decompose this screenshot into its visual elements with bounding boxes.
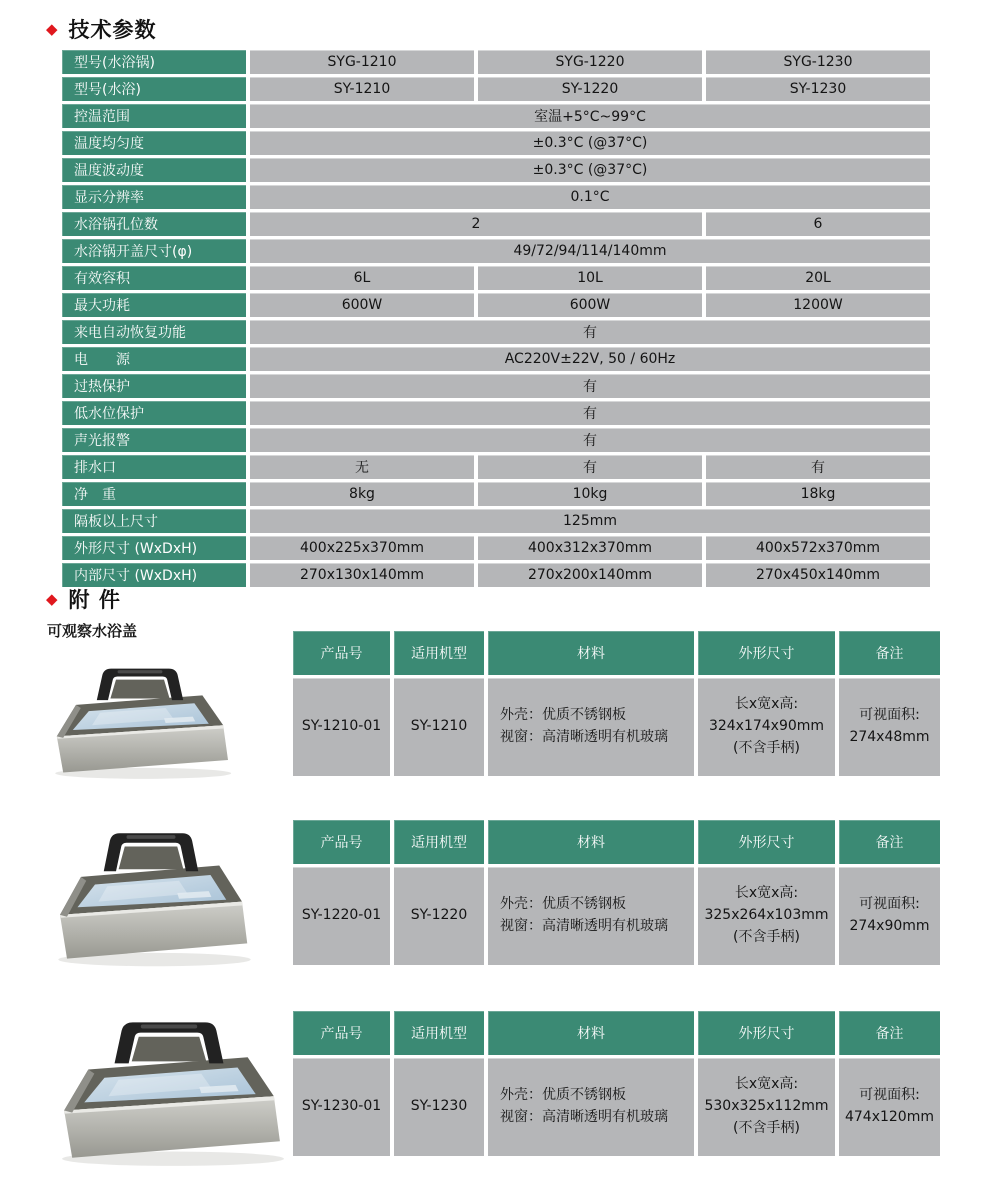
accessory-col-header: 外形尺寸 <box>698 820 835 864</box>
accessory-col-header: 备注 <box>839 1011 940 1055</box>
spec-cell-value: 有 <box>250 320 930 344</box>
spec-cell-value: SY-1210 <box>250 77 474 101</box>
spec-row-label: 低水位保护 <box>62 401 246 425</box>
accessory-col-header: 适用机型 <box>394 1011 484 1055</box>
spec-table-body <box>62 50 930 587</box>
accessory-table-sy-1210-01 <box>289 628 944 779</box>
section-title-specs-text: 技术参数 <box>68 18 157 42</box>
spec-cell-value: SYG-1220 <box>478 50 702 74</box>
spec-row-label: 净 重 <box>62 482 246 506</box>
accessory-header-row <box>293 1011 940 1055</box>
accessory-col-header: 材料 <box>488 631 694 675</box>
spec-cell-value: 10kg <box>478 482 702 506</box>
spec-cell-value: 有 <box>478 455 702 479</box>
spec-cell-value: SY-1230 <box>706 77 930 101</box>
spec-cell-value: 有 <box>250 374 930 398</box>
spec-cell-value: 400x312x370mm <box>478 536 702 560</box>
accessory-data-row <box>293 678 940 776</box>
spec-cell-value: 270x200x140mm <box>478 563 702 587</box>
accessory-col-header: 备注 <box>839 820 940 864</box>
spec-cell-value: 6L <box>250 266 474 290</box>
spec-cell-value: AC220V±22V, 50 / 60Hz <box>250 347 930 371</box>
spec-row-label: 显示分辨率 <box>62 185 246 209</box>
section-title-specs <box>46 14 157 44</box>
accessory-table-sy-1230-01 <box>289 1008 944 1159</box>
spec-row-label: 内部尺寸 (WxDxH) <box>62 563 246 587</box>
spec-cell-value: 600W <box>250 293 474 317</box>
accessory-product-no: SY-1220-01 <box>293 867 390 965</box>
product-photo-sy-1230-01 <box>48 1006 290 1170</box>
accessory-model: SY-1210 <box>394 678 484 776</box>
accessory-table-sy-1220-01 <box>289 817 944 968</box>
spec-row <box>62 320 930 344</box>
section-title-accessories-text: 附 件 <box>68 588 121 612</box>
spec-cell-value: 有 <box>250 428 930 452</box>
spec-row <box>62 50 930 74</box>
spec-row <box>62 158 930 182</box>
spec-cell-value: 400x572x370mm <box>706 536 930 560</box>
spec-row <box>62 509 930 533</box>
accessory-col-header: 适用机型 <box>394 631 484 675</box>
spec-cell-value: 6 <box>706 212 930 236</box>
spec-cell-value: 20L <box>706 266 930 290</box>
spec-cell-value: 270x450x140mm <box>706 563 930 587</box>
accessory-data-row <box>293 1058 940 1156</box>
spec-cell-value: SY-1220 <box>478 77 702 101</box>
spec-cell-value: 0.1°C <box>250 185 930 209</box>
spec-row <box>62 104 930 128</box>
spec-row <box>62 374 930 398</box>
spec-row <box>62 347 930 371</box>
spec-cell-value: 有 <box>250 401 930 425</box>
spec-row-label: 水浴锅开盖尺寸(φ) <box>62 239 246 263</box>
spec-cell-value: 室温+5°C~99°C <box>250 104 930 128</box>
accessory-product-no: SY-1210-01 <box>293 678 390 776</box>
spec-row <box>62 266 930 290</box>
spec-cell-value: 400x225x370mm <box>250 536 474 560</box>
spec-row-label: 水浴锅孔位数 <box>62 212 246 236</box>
spec-row <box>62 185 930 209</box>
spec-cell-value: 10L <box>478 266 702 290</box>
accessory-col-header: 外形尺寸 <box>698 1011 835 1055</box>
spec-row <box>62 536 930 560</box>
spec-row-label: 隔板以上尺寸 <box>62 509 246 533</box>
spec-cell-value: 有 <box>706 455 930 479</box>
accessory-dimensions: 长x宽x高: 325x264x103mm (不含手柄) <box>698 867 835 965</box>
spec-row-label: 最大功耗 <box>62 293 246 317</box>
spec-row <box>62 428 930 452</box>
accessory-col-header: 产品号 <box>293 1011 390 1055</box>
spec-row-label: 型号(水浴锅) <box>62 50 246 74</box>
spec-row <box>62 293 930 317</box>
product-photo-sy-1210-01 <box>44 656 236 782</box>
accessory-dimensions: 长x宽x高: 324x174x90mm (不含手柄) <box>698 678 835 776</box>
spec-cell-value: 270x130x140mm <box>250 563 474 587</box>
spec-cell-value: 49/72/94/114/140mm <box>250 239 930 263</box>
spec-row-label: 排水口 <box>62 455 246 479</box>
spec-row-label: 型号(水浴) <box>62 77 246 101</box>
diamond-bullet-icon: ◆ <box>46 19 59 38</box>
accessory-header-row <box>293 631 940 675</box>
spec-row <box>62 239 930 263</box>
spec-row-label: 声光报警 <box>62 428 246 452</box>
spec-row <box>62 482 930 506</box>
accessory-dimensions: 长x宽x高: 530x325x112mm (不含手柄) <box>698 1058 835 1156</box>
spec-row-label: 外形尺寸 (WxDxH) <box>62 536 246 560</box>
spec-row <box>62 455 930 479</box>
spec-row <box>62 212 930 236</box>
spec-cell-value: 8kg <box>250 482 474 506</box>
accessory-col-header: 产品号 <box>293 820 390 864</box>
spec-cell-value: SYG-1230 <box>706 50 930 74</box>
accessory-col-header: 材料 <box>488 820 694 864</box>
accessory-data-row <box>293 867 940 965</box>
spec-cell-value: 600W <box>478 293 702 317</box>
accessory-col-header: 备注 <box>839 631 940 675</box>
accessory-col-header: 材料 <box>488 1011 694 1055</box>
spec-row <box>62 401 930 425</box>
accessory-col-header: 适用机型 <box>394 820 484 864</box>
spec-row <box>62 563 930 587</box>
accessory-col-header: 外形尺寸 <box>698 631 835 675</box>
accessory-material: 外壳：优质不锈钢板 视窗：高清晰透明有机玻璃 <box>488 867 694 965</box>
accessory-header-row <box>293 820 940 864</box>
accessory-col-header: 产品号 <box>293 631 390 675</box>
accessory-model: SY-1230 <box>394 1058 484 1156</box>
accessory-model: SY-1220 <box>394 867 484 965</box>
accessory-note: 可视面积: 274x48mm <box>839 678 940 776</box>
spec-row <box>62 77 930 101</box>
product-photo-sy-1220-01 <box>46 818 256 970</box>
spec-cell-value: ±0.3°C (@37°C) <box>250 131 930 155</box>
section-title-accessories <box>46 584 121 614</box>
accessory-material: 外壳：优质不锈钢板 视窗：高清晰透明有机玻璃 <box>488 678 694 776</box>
spec-cell-value: 1200W <box>706 293 930 317</box>
spec-row-label: 过热保护 <box>62 374 246 398</box>
spec-cell-value: 125mm <box>250 509 930 533</box>
accessory-note: 可视面积: 474x120mm <box>839 1058 940 1156</box>
accessory-note: 可视面积: 274x90mm <box>839 867 940 965</box>
accessory-material: 外壳：优质不锈钢板 视窗：高清晰透明有机玻璃 <box>488 1058 694 1156</box>
spec-cell-value: 18kg <box>706 482 930 506</box>
spec-row-label: 有效容积 <box>62 266 246 290</box>
diamond-bullet-icon: ◆ <box>46 589 59 608</box>
spec-cell-value: SYG-1210 <box>250 50 474 74</box>
spec-row <box>62 131 930 155</box>
spec-row-label: 温度波动度 <box>62 158 246 182</box>
spec-row-label: 来电自动恢复功能 <box>62 320 246 344</box>
spec-row-label: 电 源 <box>62 347 246 371</box>
accessory-product-no: SY-1230-01 <box>293 1058 390 1156</box>
spec-row-label: 温度均匀度 <box>62 131 246 155</box>
spec-table <box>58 47 934 590</box>
spec-row-label: 控温范围 <box>62 104 246 128</box>
spec-cell-value: 无 <box>250 455 474 479</box>
spec-cell-value: ±0.3°C (@37°C) <box>250 158 930 182</box>
spec-cell-value: 2 <box>250 212 702 236</box>
accessories-subtitle: 可观察水浴盖 <box>47 622 138 640</box>
